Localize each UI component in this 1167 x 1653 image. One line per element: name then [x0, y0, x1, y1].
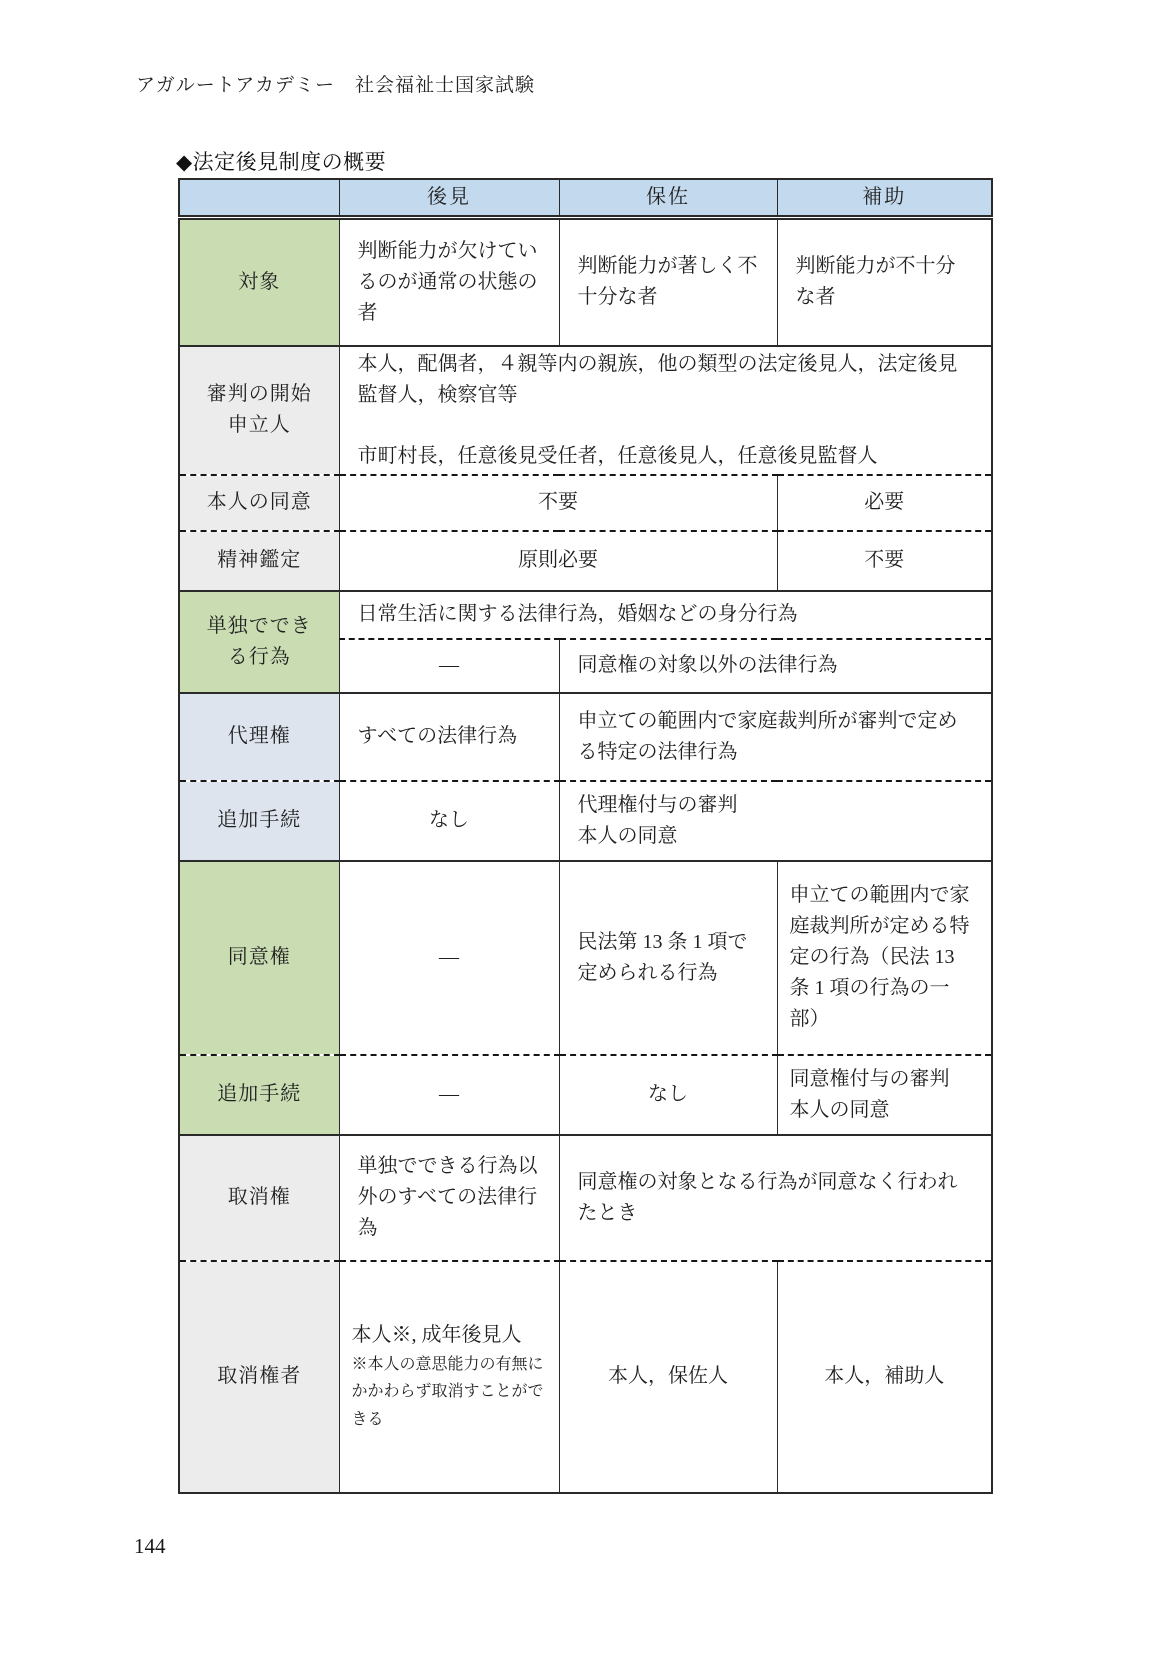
- petitioners-line1: 本人，配偶者，４親等内の親族，他の類型の法定後見人，法定後見監督人，検察官等: [357, 352, 958, 406]
- row-seishin-kantei: [179, 531, 992, 591]
- row-label-tsuika-tetsuzuki-2: 追加手続: [179, 1055, 339, 1135]
- cell-honnin-doui-kouken-hosa: 不要: [339, 475, 777, 531]
- label-line: 審判の開始: [206, 383, 312, 405]
- cell-torikeshikensha-hojo: 本人，補助人: [777, 1261, 992, 1493]
- cell-honnin-doui-hojo: 必要: [777, 475, 992, 531]
- col-header-hojo: 補助: [777, 179, 992, 218]
- cell-tandoku-hosa-hojo: 同意権の対象以外の法律行為: [559, 639, 992, 693]
- cell-taisho-hosa: 判断能力が著しく不十分な者: [559, 218, 777, 346]
- table-header-row: [179, 179, 992, 218]
- row-tsuika-tetsuzuki-1: [179, 781, 992, 861]
- row-label-torikeshiken: 取消権: [179, 1135, 339, 1261]
- row-douiken: [179, 861, 992, 1055]
- cell-torikeshiken-hosa-hojo: 同意権の対象となる行為が同意なく行われたとき: [559, 1135, 992, 1261]
- row-label-douiken: 同意権: [179, 861, 339, 1055]
- torikeshikensha-note: ※本人の意思能力の有無にかかわらず取消すことができる: [351, 1356, 544, 1428]
- row-label-honnin-doui: 本人の同意: [179, 475, 339, 531]
- corner-cell: [179, 179, 339, 218]
- cell-dairiken-hosa-hojo: 申立ての範囲内で家庭裁判所が審判で定める特定の法律行為: [559, 693, 992, 781]
- row-honnin-doui: [179, 475, 992, 531]
- cell-torikeshikensha-hosa: 本人，保佐人: [559, 1261, 777, 1493]
- cell-tsuika1-kouken: なし: [339, 781, 559, 861]
- row-label-tandoku-koui: [179, 591, 339, 693]
- tsuika1-line2: 本人の同意: [577, 824, 678, 847]
- cell-tsuika2-hosa: なし: [559, 1055, 777, 1135]
- cell-tandoku-all: 日常生活に関する法律行為，婚姻などの身分行為: [339, 591, 992, 639]
- tsuika1-line1: 代理権付与の審判: [577, 793, 738, 816]
- cell-tsuika1-hosa-hojo: [559, 781, 992, 861]
- row-label-seishin-kantei: 精神鑑定: [179, 531, 339, 591]
- row-torikeshiken: [179, 1135, 992, 1261]
- row-shinpan-moushitate: [179, 346, 992, 475]
- guardianship-overview-table: [178, 178, 993, 1494]
- cell-taisho-kouken: 判断能力が欠けているのが通常の状態の者: [339, 218, 559, 346]
- cell-seishin-kantei-hojo: 不要: [777, 531, 992, 591]
- section-title: ◆法定後見制度の概要: [176, 151, 387, 174]
- row-label-taisho: 対象: [179, 218, 339, 346]
- label-line: 申立人: [227, 414, 291, 436]
- row-torikeshikensha: [179, 1261, 992, 1493]
- cell-tsuika2-kouken: ―: [339, 1055, 559, 1135]
- cell-torikeshikensha-kouken: [339, 1261, 559, 1493]
- tsuika2-line1: 同意権付与の審判: [789, 1067, 950, 1090]
- row-taisho: [179, 218, 992, 346]
- cell-shinpan-all: [339, 346, 992, 475]
- row-tsuika-tetsuzuki-2: [179, 1055, 992, 1135]
- cell-torikeshiken-kouken: 単独でできる行為以外のすべての法律行為: [339, 1135, 559, 1261]
- cell-douiken-hojo: 申立ての範囲内で家庭裁判所が定める特定の行為（民法 13 条 1 項の行為の一部）: [777, 861, 992, 1055]
- row-tandoku-koui: [179, 591, 992, 639]
- cell-douiken-kouken: ―: [339, 861, 559, 1055]
- page-number: 144: [134, 1534, 166, 1558]
- row-dairiken: [179, 693, 992, 781]
- label-line: 単独ででき: [206, 614, 312, 637]
- col-header-kouken: 後見: [339, 179, 559, 218]
- tsuika2-line2: 本人の同意: [789, 1098, 890, 1121]
- cell-douiken-hosa: 民法第 13 条 1 項で定められる行為: [559, 861, 777, 1055]
- row-label-torikeshikensha: 取消権者: [179, 1261, 339, 1493]
- torikeshikensha-main: 本人※, 成年後見人: [351, 1324, 522, 1347]
- document-header: アガルートアカデミー 社会福祉士国家試験: [136, 75, 536, 96]
- row-label-shinpan-moushitate: [179, 346, 339, 475]
- cell-taisho-hojo: 判断能力が不十分な者: [777, 218, 992, 346]
- row-label-dairiken: 代理権: [179, 693, 339, 781]
- petitioners-line2: 市町村長，任意後見受任者，任意後見人，任意後見監督人: [357, 444, 878, 467]
- col-header-hosa: 保佐: [559, 179, 777, 218]
- cell-seishin-kantei-kouken-hosa: 原則必要: [339, 531, 777, 591]
- label-line: る行為: [227, 645, 291, 668]
- cell-tandoku-kouken: ―: [339, 639, 559, 693]
- cell-dairiken-kouken: すべての法律行為: [339, 693, 559, 781]
- row-label-tsuika-tetsuzuki-1: 追加手続: [179, 781, 339, 861]
- cell-tsuika2-hojo: [777, 1055, 992, 1135]
